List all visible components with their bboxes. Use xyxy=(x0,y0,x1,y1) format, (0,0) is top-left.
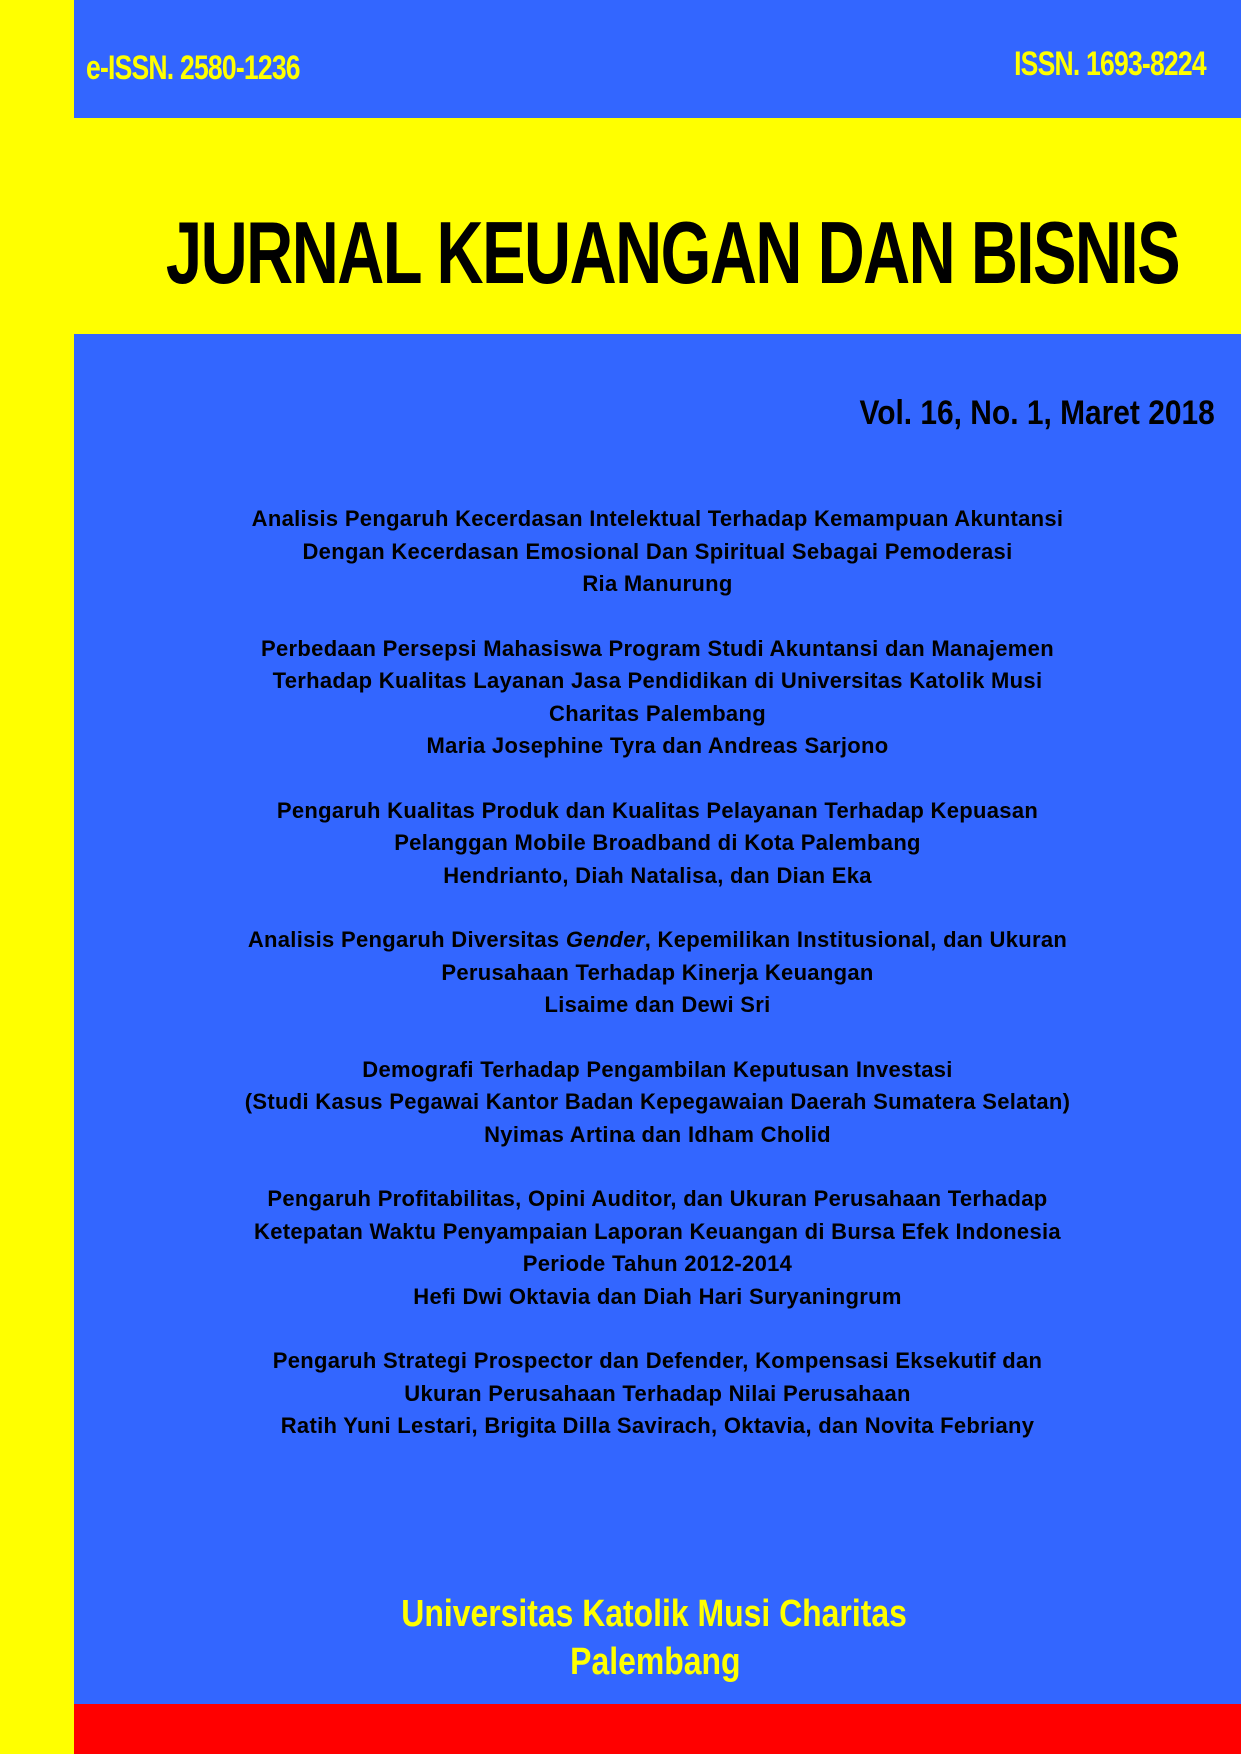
title-text: Analisis Pengaruh Diversitas xyxy=(247,927,566,952)
article-title-line: Perusahaan Terhadap Kinerja Keuangan xyxy=(441,959,874,985)
issn-label: ISSN. 1693-8224 xyxy=(1014,45,1206,83)
article-entry xyxy=(74,633,1241,763)
article-title-line: Pengaruh Kualitas Produk dan Kualitas Pelayanan Terhadap Kepuasan xyxy=(276,797,1039,823)
article-title-line: Terhadap Kualitas Layanan Jasa Pendidikan di Universitas Katolik Musi xyxy=(272,668,1043,693)
publisher-block xyxy=(74,1590,1241,1686)
article-title-line: Pengaruh Strategi Prospector dan Defender, Kompensasi Eksekutif dan xyxy=(272,1348,1043,1373)
article-title-line: Periode Tahun 2012-2014 xyxy=(522,1251,793,1276)
article-entry xyxy=(74,1183,1241,1313)
article-entry xyxy=(74,795,1241,893)
article-entry xyxy=(74,1345,1241,1443)
article-title-line: Ketepatan Waktu Penyampaian Laporan Keuangan di Bursa Efek Indonesia xyxy=(254,1218,1061,1244)
article-title-line: Demografi Terhadap Pengambilan Keputusan Investasi xyxy=(362,1056,953,1082)
article-title-line: (Studi Kasus Pegawai Kantor Badan Kepegawaian Daerah Sumatera Selatan) xyxy=(244,1089,1071,1114)
article-entry xyxy=(74,1054,1241,1152)
article-title-line: Ukuran Perusahaan Terhadap Nilai Perusahaan xyxy=(404,1380,911,1406)
article-authors: Hefi Dwi Oktavia dan Diah Hari Suryaningrum xyxy=(413,1283,902,1309)
article-title-line: Charitas Palembang xyxy=(549,700,766,726)
article-authors: Hendrianto, Diah Natalisa, dan Dian Eka xyxy=(443,862,872,888)
article-entry xyxy=(74,924,1241,1022)
article-title-line: Perbedaan Persepsi Mahasiswa Program Studi Akuntansi dan Manajemen xyxy=(261,635,1054,661)
article-title-line xyxy=(74,924,1241,957)
title-text: , Kepemilikan Institusional, dan Ukuran xyxy=(644,927,1068,952)
table-of-contents xyxy=(74,503,1241,1475)
italic-term: Gender xyxy=(565,927,645,952)
article-authors: Ratih Yuni Lestari, Brigita Dilla Savirach, Oktavia, dan Novita Febriany xyxy=(280,1413,1035,1438)
article-entry xyxy=(74,503,1241,601)
footer-band xyxy=(74,1704,1241,1754)
article-authors: Nyimas Artina dan Idham Cholid xyxy=(484,1121,831,1147)
article-authors: Lisaime dan Dewi Sri xyxy=(544,992,771,1017)
article-title-line: Pengaruh Profitabilitas, Opini Auditor, dan Ukuran Perusahaan Terhadap xyxy=(267,1186,1048,1211)
journal-title: JURNAL KEUANGAN DAN BISNIS xyxy=(165,203,1180,302)
eissn-label: e-ISSN. 2580-1236 xyxy=(86,49,300,87)
publisher-city: Palembang xyxy=(570,1641,741,1683)
article-authors: Ria Manurung xyxy=(582,571,733,596)
article-title-line: Analisis Pengaruh Kecerdasan Intelektual Terhadap Kemampuan Akuntansi xyxy=(251,506,1064,531)
publisher-name: Universitas Katolik Musi Charitas xyxy=(401,1593,907,1635)
article-authors: Maria Josephine Tyra dan Andreas Sarjono xyxy=(426,733,889,758)
article-title-line: Dengan Kecerdasan Emosional Dan Spiritual Sebagai Pemoderasi xyxy=(302,538,1013,564)
volume-issue: Vol. 16, No. 1, Maret 2018 xyxy=(859,394,1215,432)
article-title-line: Pelanggan Mobile Broadband di Kota Palembang xyxy=(394,830,921,855)
